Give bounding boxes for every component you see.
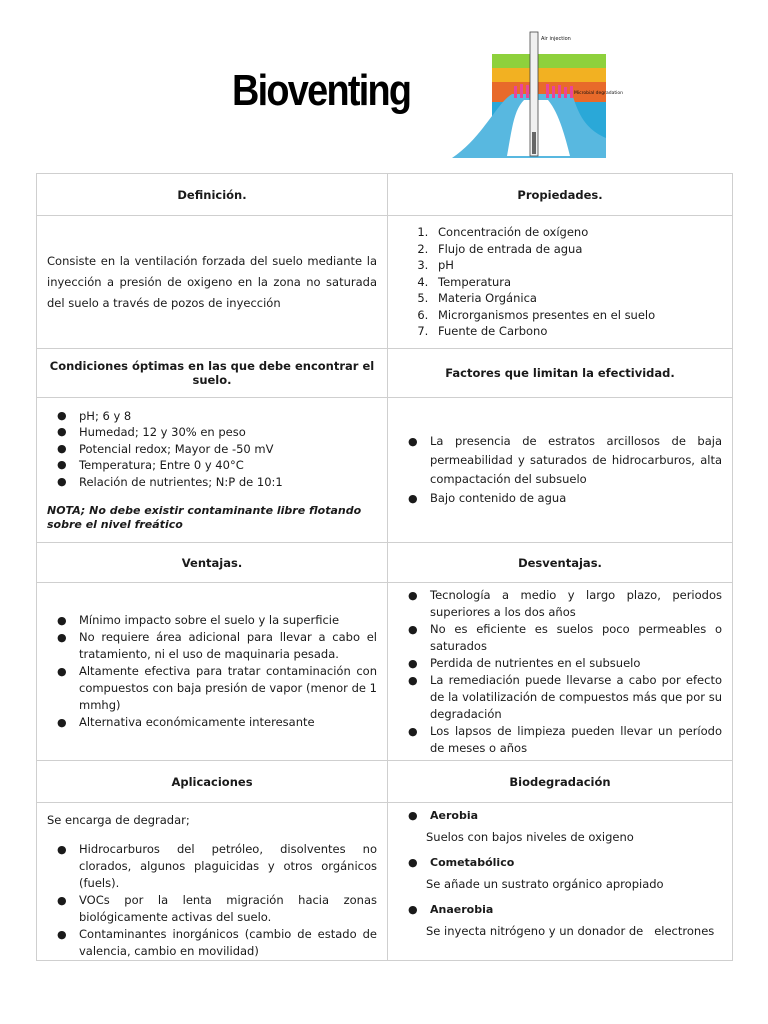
bioventing-table — [36, 173, 733, 961]
list-item: ● La remediación puede llevarse a cabo por efecto de la volatilización de compuestos más que por su degradación — [430, 672, 722, 723]
list-item: ● Altamente efectiva para tratar contaminación con compuestos con baja presión de vapor (menor de 1 mmhg) — [79, 663, 377, 714]
list-item — [430, 903, 722, 916]
list-item: 2. Flujo de entrada de agua — [432, 241, 722, 258]
cell-condiciones — [37, 398, 388, 543]
cell-biodegradacion — [388, 803, 733, 961]
bioventing-illustration — [452, 28, 623, 158]
list-item: 6. Microrganismos presentes en el suelo — [432, 307, 722, 324]
list-item: ● Tecnología a medio y largo plazo, periodos superiores a los dos años — [430, 587, 722, 621]
factores-list — [398, 432, 722, 508]
list-item: 4. Temperatura — [432, 274, 722, 291]
list-item: ● pH; 6 y 8 — [79, 408, 377, 425]
cell-factores — [388, 398, 733, 543]
list-item: ● Los lapsos de limpieza pueden llevar un período de meses o años — [430, 723, 722, 757]
cell-propiedades — [388, 216, 733, 349]
cell-definicion — [37, 216, 388, 349]
list-item: 1. Concentración de oxígeno — [432, 224, 722, 241]
heading-definicion: Definición. — [37, 174, 388, 216]
condiciones-note: NOTA; No debe existir contaminante libre flotando sobre el nivel freático — [47, 504, 362, 532]
list-item: ● Perdida de nutrientes en el subsuelo — [430, 655, 722, 672]
list-item: 3. pH — [432, 257, 722, 274]
propiedades-list — [398, 224, 722, 340]
figure-label-air: Air injection — [541, 36, 571, 42]
list-item: ● La presencia de estratos arcillosos de baja permeabilidad y saturados de hidrocarburos, alta compactación del subsuelo — [430, 432, 722, 489]
heading-condiciones: Condiciones óptimas en las que debe encontrar el suelo. — [37, 349, 388, 398]
heading-desventajas: Desventajas. — [388, 543, 733, 583]
aplicaciones-list — [47, 841, 377, 960]
biodegradacion-list — [398, 809, 722, 822]
ventajas-list — [47, 612, 377, 731]
biodeg-desc-anaerobia: Se inyecta nitrógeno y un donador de electrones — [426, 924, 715, 938]
biodeg-type-cometabolico: ● Cometabólico — [430, 856, 515, 869]
list-item: ● No requiere área adicional para llevar a cabo el tratamiento, ni el uso de maquinaria pesada. — [79, 629, 377, 663]
heading-aplicaciones: Aplicaciones — [37, 761, 388, 803]
list-item: ● No es eficiente es suelos poco permeables o saturados — [430, 621, 722, 655]
list-item: ● Potencial redox; Mayor de -50 mV — [79, 441, 377, 458]
cell-ventajas — [37, 583, 388, 761]
list-item — [430, 856, 722, 869]
heading-factores: Factores que limitan la efectividad. — [388, 349, 733, 398]
biodeg-desc-cometabolico: Se añade un sustrato orgánico apropiado — [426, 877, 664, 891]
list-item: ● Relación de nutrientes; N:P de 10:1 — [79, 474, 377, 491]
list-item: ● VOCs por la lenta migración hacia zonas biológicamente activas del suelo. — [79, 892, 377, 926]
cell-aplicaciones — [37, 803, 388, 961]
biodeg-desc-aerobia: Suelos con bajos niveles de oxigeno — [426, 830, 634, 844]
page-title: Bioventing — [232, 66, 411, 115]
definicion-text: Consiste en la ventilación forzada del suelo mediante la inyección a presión de oxigeno en la zona no saturada del suelo a través de pozos de inyección — [47, 253, 377, 310]
condiciones-list — [47, 408, 377, 491]
list-item: ● Temperatura; Entre 0 y 40°C — [79, 457, 377, 474]
heading-biodegradacion: Biodegradación — [388, 761, 733, 803]
figure-label-microbial: Microbial degradation — [574, 91, 623, 96]
heading-ventajas: Ventajas. — [37, 543, 388, 583]
list-item: ● Alternativa económicamente interesante — [79, 714, 377, 731]
biodeg-type-anaerobia: ● Anaerobia — [430, 903, 494, 916]
list-item: ● Contaminantes inorgánicos (cambio de estado de valencia, cambio en movilidad) — [79, 926, 377, 960]
heading-propiedades: Propiedades. — [388, 174, 733, 216]
desventajas-list — [398, 587, 722, 757]
biodeg-type-aerobia: ● Aerobia — [430, 809, 479, 822]
list-item: ● Humedad; 12 y 30% en peso — [79, 424, 377, 441]
list-item: ● Hidrocarburos del petróleo, disolventes no clorados, algunos plaguicidas y otros orgánicos (fuels). — [79, 841, 377, 892]
list-item: 7. Fuente de Carbono — [432, 323, 722, 340]
list-item: 5. Materia Orgánica — [432, 290, 722, 307]
aplicaciones-intro: Se encarga de degradar; — [47, 813, 190, 827]
list-item: ● Bajo contenido de agua — [430, 489, 722, 508]
list-item: ● Mínimo impacto sobre el suelo y la superficie — [79, 612, 377, 629]
grass-layer — [492, 54, 606, 68]
cell-desventajas — [388, 583, 733, 761]
soil-layer-yellow — [492, 68, 606, 82]
list-item — [430, 809, 722, 822]
